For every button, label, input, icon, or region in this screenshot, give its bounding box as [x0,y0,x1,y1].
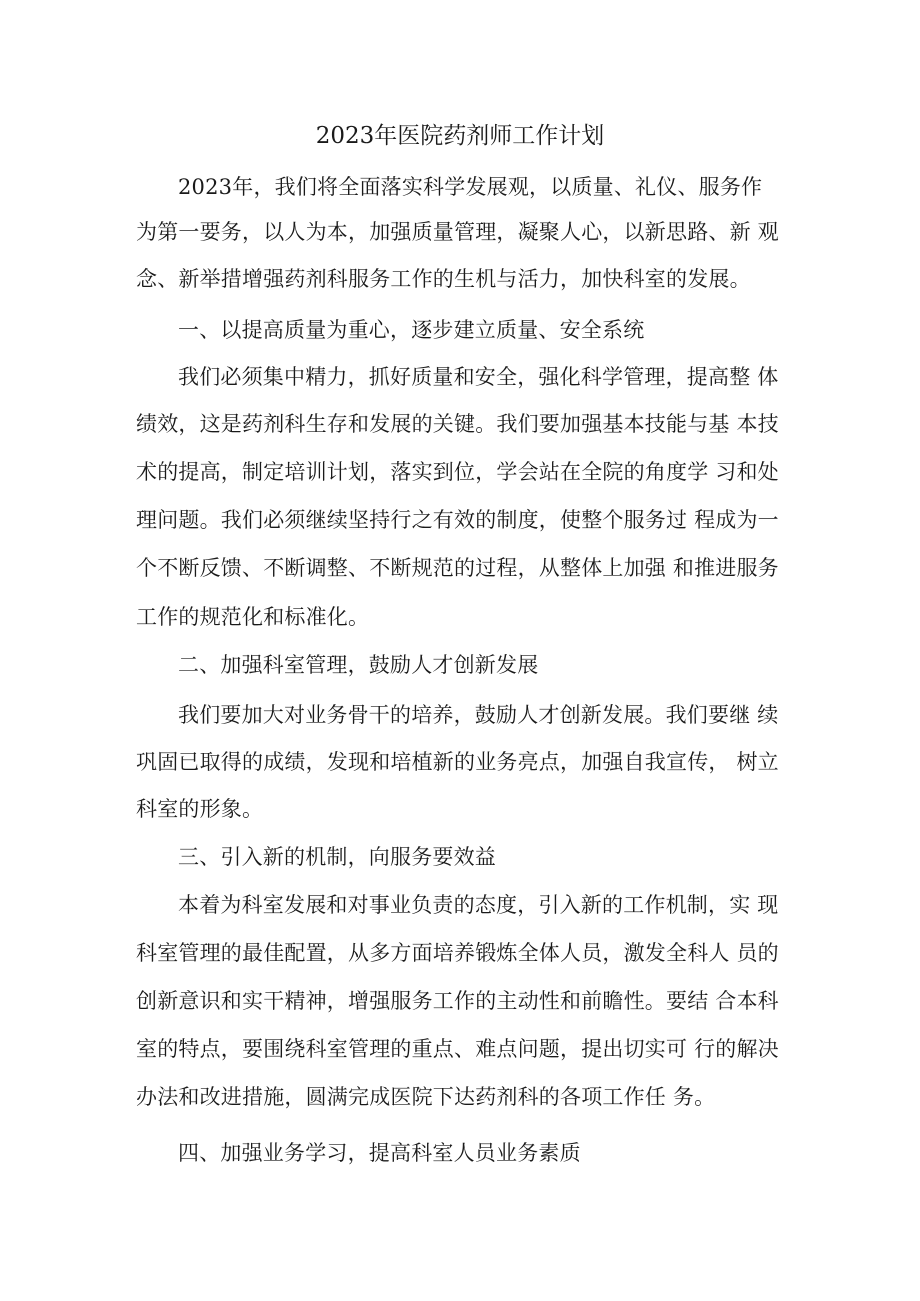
section-3-line-2: 科室管理的最佳配置，从多方面培养锻炼全体人员，激发全科人 员的 [136,941,779,965]
intro-line-3: 念、新举措增强药剂科服务工作的生机与活力，加快科室的发展。 [136,267,751,291]
section-2-heading: 二、加强科室管理，鼓励人才创新发展 [178,653,539,677]
section-3-line-1: 本着为科室发展和对事业负责的态度，引入新的工作机制，实 现 [178,893,779,917]
section-3-heading: 三、引入新的机制，向服务要效益 [178,845,496,869]
intro-line-2: 为第一要务，以人为本，加强质量管理，凝聚人心，以新思路、新 观 [136,220,779,244]
section-4-heading: 四、加强业务学习，提高科室人员业务素质 [178,1141,581,1165]
section-3-line-5: 办法和改进措施，圆满完成医院下达药剂科的各项工作任 务。 [136,1085,716,1109]
section-2-line-2: 巩固已取得的成绩，发现和培植新的业务亮点，加强自我宣传， 树立 [136,750,779,774]
intro-line-1: 2023年，我们将全面落实科学发展观，以质量、礼仪、服务作 [178,175,763,199]
section-1-line-3: 术的提高，制定培训计划，落实到位，学会站在全院的角度学 习和处 [136,460,779,484]
section-1-line-5: 个不断反馈、不断调整、不断规范的过程，从整体上加强 和推进服务 [136,556,779,580]
section-1-line-2: 绩效，这是药剂科生存和发展的关键。我们要加强基本技能与基 本技 [136,412,779,436]
section-3-line-3: 创新意识和实干精神，增强服务工作的主动性和前瞻性。要结 合本科 [136,989,779,1013]
section-2-line-1: 我们要加大对业务骨干的培养，鼓励人才创新发展。我们要继 续 [178,703,779,727]
section-1-line-1: 我们必须集中精力，抓好质量和安全，强化科学管理，提高整 体 [178,365,779,389]
section-3-line-4: 室的特点，要围绕科室管理的重点、难点问题，提出切实可 行的解决 [136,1037,779,1061]
section-1-line-6: 工作的规范化和标准化。 [136,605,370,629]
section-1-line-4: 理问题。我们必须继续坚持行之有效的制度，使整个服务过 程成为一 [136,508,779,532]
section-1-heading: 一、以提高质量为重心，逐步建立质量、安全系统 [178,318,645,342]
section-2-line-3: 科室的形象。 [136,797,264,821]
document-title: 2023年医院药剂师工作计划 [315,123,605,149]
